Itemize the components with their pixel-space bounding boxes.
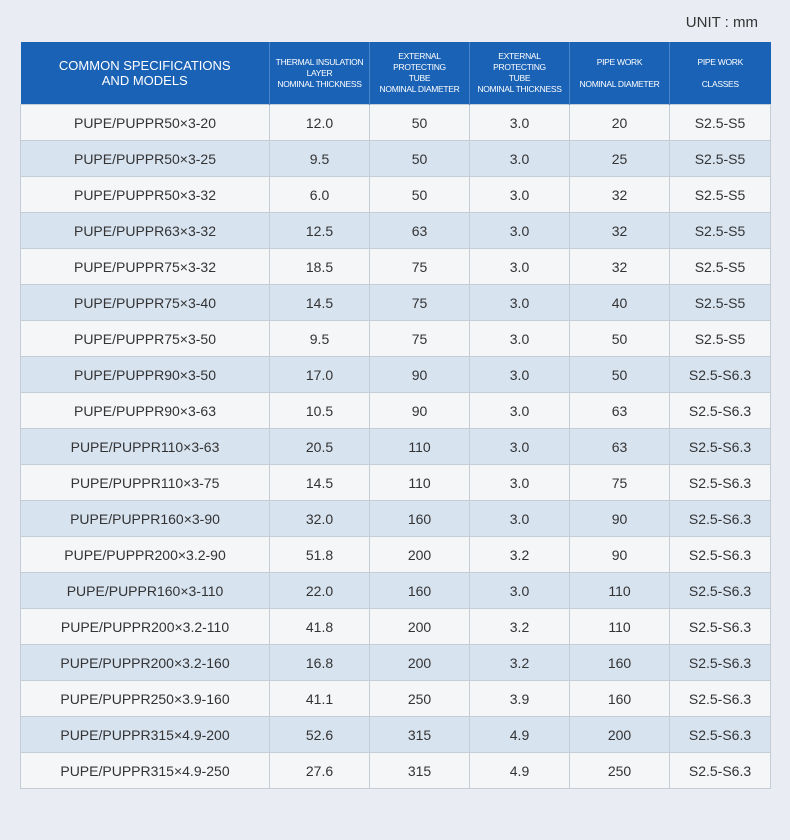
pipe-diameter-cell: 110 (570, 609, 670, 645)
tube-thickness-cell: 3.0 (470, 321, 570, 357)
tube-thickness-cell: 3.2 (470, 609, 570, 645)
tube-diameter-cell: 75 (370, 285, 470, 321)
pipe-class-cell: S2.5-S5 (670, 285, 771, 321)
insulation-thickness-cell: 32.0 (270, 501, 370, 537)
tube-thickness-cell: 3.2 (470, 645, 570, 681)
pipe-class-cell: S2.5-S5 (670, 213, 771, 249)
tube-thickness-cell: 3.0 (470, 177, 570, 213)
header-line: NOMINAL DIAMETER (379, 84, 460, 94)
pipe-diameter-cell: 63 (570, 393, 670, 429)
table-row (21, 429, 771, 465)
tube-thickness-cell: 3.0 (470, 429, 570, 465)
tube-diameter-cell: 75 (370, 249, 470, 285)
model-cell: PUPE/PUPPR110×3-75 (21, 465, 270, 501)
tube-diameter-cell: 315 (370, 717, 470, 753)
pipe-class-cell: S2.5-S6.3 (670, 609, 771, 645)
pipe-diameter-cell: 250 (570, 753, 670, 789)
tube-diameter-cell: 250 (370, 681, 470, 717)
header-pipe-diameter (570, 42, 670, 105)
tube-thickness-cell: 3.0 (470, 285, 570, 321)
pipe-class-cell: S2.5-S6.3 (670, 357, 771, 393)
header-insulation-thickness (270, 42, 370, 105)
header-line: THERMAL INSULATION (275, 56, 364, 67)
pipe-diameter-cell: 160 (570, 681, 670, 717)
tube-thickness-cell: 3.0 (470, 501, 570, 537)
tube-thickness-cell: 3.0 (470, 213, 570, 249)
spec-table (20, 42, 771, 789)
tube-diameter-cell: 110 (370, 429, 470, 465)
table-row (21, 753, 771, 789)
model-cell: PUPE/PUPPR75×3-32 (21, 249, 270, 285)
header-line: CLASSES (701, 78, 739, 89)
pipe-diameter-cell: 50 (570, 357, 670, 393)
tube-diameter-cell: 63 (370, 213, 470, 249)
header-line: PIPE WORK (697, 56, 743, 67)
pipe-diameter-cell: 90 (570, 501, 670, 537)
pipe-class-cell: S2.5-S5 (670, 105, 771, 141)
insulation-thickness-cell: 22.0 (270, 573, 370, 609)
tube-thickness-cell: 3.0 (470, 249, 570, 285)
insulation-thickness-cell: 9.5 (270, 321, 370, 357)
model-cell: PUPE/PUPPR250×3.9-160 (21, 681, 270, 717)
unit-label: UNIT : mm (685, 14, 758, 31)
tube-diameter-cell: 50 (370, 177, 470, 213)
table-row (21, 357, 771, 393)
pipe-class-cell: S2.5-S6.3 (670, 465, 771, 501)
header-tube-thickness (470, 42, 570, 105)
pipe-class-cell: S2.5-S6.3 (670, 393, 771, 429)
model-cell: PUPE/PUPPR315×4.9-200 (21, 717, 270, 753)
tube-thickness-cell: 3.0 (470, 141, 570, 177)
header-line: AND MODELS (101, 73, 188, 88)
tube-thickness-cell: 3.9 (470, 681, 570, 717)
model-cell: PUPE/PUPPR90×3-63 (21, 393, 270, 429)
tube-thickness-cell: 4.9 (470, 717, 570, 753)
pipe-class-cell: S2.5-S5 (670, 177, 771, 213)
insulation-thickness-cell: 41.1 (270, 681, 370, 717)
tube-thickness-cell: 3.2 (470, 537, 570, 573)
model-cell: PUPE/PUPPR63×3-32 (21, 213, 270, 249)
insulation-thickness-cell: 16.8 (270, 645, 370, 681)
insulation-thickness-cell: 12.5 (270, 213, 370, 249)
insulation-thickness-cell: 9.5 (270, 141, 370, 177)
tube-thickness-cell: 4.9 (470, 753, 570, 789)
tube-diameter-cell: 90 (370, 393, 470, 429)
insulation-thickness-cell: 52.6 (270, 717, 370, 753)
header-models (21, 42, 270, 105)
header-line: LAYER (306, 67, 333, 78)
model-cell: PUPE/PUPPR200×3.2-90 (21, 537, 270, 573)
model-cell: PUPE/PUPPR90×3-50 (21, 357, 270, 393)
insulation-thickness-cell: 41.8 (270, 609, 370, 645)
header-tube-diameter (370, 42, 470, 105)
table-row (21, 573, 771, 609)
table-row (21, 501, 771, 537)
insulation-thickness-cell: 17.0 (270, 357, 370, 393)
model-cell: PUPE/PUPPR160×3-110 (21, 573, 270, 609)
insulation-thickness-cell: 6.0 (270, 177, 370, 213)
pipe-diameter-cell: 32 (570, 249, 670, 285)
insulation-thickness-cell: 10.5 (270, 393, 370, 429)
pipe-diameter-cell: 200 (570, 717, 670, 753)
tube-diameter-cell: 90 (370, 357, 470, 393)
tube-diameter-cell: 75 (370, 321, 470, 357)
pipe-diameter-cell: 40 (570, 285, 670, 321)
table-row (21, 177, 771, 213)
model-cell: PUPE/PUPPR75×3-40 (21, 285, 270, 321)
table-row (21, 393, 771, 429)
pipe-diameter-cell: 32 (570, 177, 670, 213)
header-line: EXTERNAL PROTECTING (493, 51, 546, 72)
model-cell: PUPE/PUPPR50×3-32 (21, 177, 270, 213)
tube-diameter-cell: 50 (370, 141, 470, 177)
table-row (21, 141, 771, 177)
tube-thickness-cell: 3.0 (470, 393, 570, 429)
table-row (21, 321, 771, 357)
table-row (21, 249, 771, 285)
pipe-diameter-cell: 75 (570, 465, 670, 501)
header-line: NOMINAL DIAMETER (579, 78, 660, 89)
pipe-diameter-cell: 20 (570, 105, 670, 141)
tube-diameter-cell: 315 (370, 753, 470, 789)
tube-diameter-cell: 160 (370, 573, 470, 609)
tube-diameter-cell: 200 (370, 609, 470, 645)
insulation-thickness-cell: 20.5 (270, 429, 370, 465)
tube-diameter-cell: 200 (370, 537, 470, 573)
pipe-diameter-cell: 25 (570, 141, 670, 177)
table-row (21, 537, 771, 573)
table-row (21, 213, 771, 249)
header-line: COMMON SPECIFICATIONS (58, 58, 231, 73)
table-row (21, 465, 771, 501)
table-row (21, 645, 771, 681)
pipe-class-cell: S2.5-S6.3 (670, 681, 771, 717)
table-row (21, 105, 771, 141)
pipe-diameter-cell: 160 (570, 645, 670, 681)
header-row (21, 42, 771, 105)
header-line: TUBE (508, 73, 531, 83)
tube-diameter-cell: 50 (370, 105, 470, 141)
model-cell: PUPE/PUPPR110×3-63 (21, 429, 270, 465)
tube-diameter-cell: 110 (370, 465, 470, 501)
pipe-diameter-cell: 90 (570, 537, 670, 573)
header-line: NOMINAL THICKNESS (477, 84, 562, 94)
model-cell: PUPE/PUPPR50×3-25 (21, 141, 270, 177)
pipe-class-cell: S2.5-S5 (670, 321, 771, 357)
header-pipe-classes (670, 42, 771, 105)
pipe-class-cell: S2.5-S6.3 (670, 501, 771, 537)
model-cell: PUPE/PUPPR160×3-90 (21, 501, 270, 537)
tube-thickness-cell: 3.0 (470, 573, 570, 609)
model-cell: PUPE/PUPPR50×3-20 (21, 105, 270, 141)
pipe-class-cell: S2.5-S6.3 (670, 429, 771, 465)
pipe-class-cell: S2.5-S5 (670, 141, 771, 177)
pipe-class-cell: S2.5-S6.3 (670, 645, 771, 681)
tube-diameter-cell: 160 (370, 501, 470, 537)
pipe-diameter-cell: 63 (570, 429, 670, 465)
insulation-thickness-cell: 12.0 (270, 105, 370, 141)
header-line: PIPE WORK (596, 56, 643, 67)
insulation-thickness-cell: 14.5 (270, 465, 370, 501)
tube-thickness-cell: 3.0 (470, 105, 570, 141)
tube-thickness-cell: 3.0 (470, 465, 570, 501)
table-body (21, 105, 771, 789)
table-row (21, 681, 771, 717)
insulation-thickness-cell: 14.5 (270, 285, 370, 321)
header-line: TUBE (408, 73, 431, 83)
model-cell: PUPE/PUPPR315×4.9-250 (21, 753, 270, 789)
header-line: EXTERNAL PROTECTING (393, 51, 446, 72)
model-cell: PUPE/PUPPR200×3.2-160 (21, 645, 270, 681)
pipe-class-cell: S2.5-S6.3 (670, 753, 771, 789)
table-row (21, 609, 771, 645)
insulation-thickness-cell: 27.6 (270, 753, 370, 789)
pipe-class-cell: S2.5-S6.3 (670, 717, 771, 753)
header-line: NOMINAL THICKNESS (277, 78, 362, 89)
pipe-class-cell: S2.5-S5 (670, 249, 771, 285)
table-row (21, 717, 771, 753)
pipe-diameter-cell: 32 (570, 213, 670, 249)
pipe-diameter-cell: 50 (570, 321, 670, 357)
pipe-class-cell: S2.5-S6.3 (670, 573, 771, 609)
insulation-thickness-cell: 51.8 (270, 537, 370, 573)
table-row (21, 285, 771, 321)
pipe-diameter-cell: 110 (570, 573, 670, 609)
model-cell: PUPE/PUPPR200×3.2-110 (21, 609, 270, 645)
insulation-thickness-cell: 18.5 (270, 249, 370, 285)
model-cell: PUPE/PUPPR75×3-50 (21, 321, 270, 357)
pipe-class-cell: S2.5-S6.3 (670, 537, 771, 573)
tube-diameter-cell: 200 (370, 645, 470, 681)
tube-thickness-cell: 3.0 (470, 357, 570, 393)
